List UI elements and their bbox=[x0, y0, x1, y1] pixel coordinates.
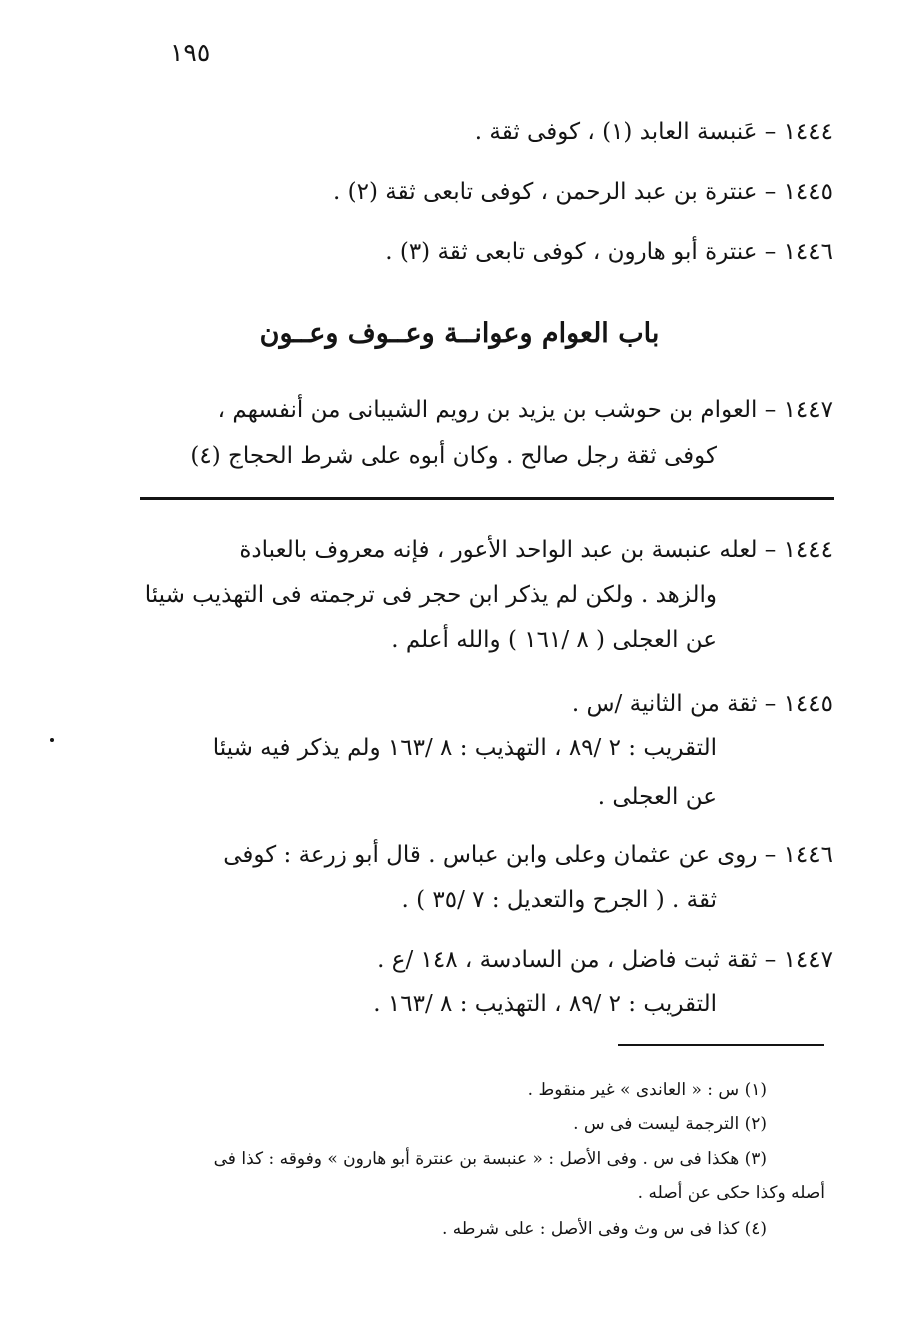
footnote-3-line2: أصله وكذا حكى عن أصله . bbox=[637, 1183, 825, 1203]
entry-1446: ١٤٤٦ – عنترة أبو هارون ، كوفى تابعى ثقة (٣) . bbox=[385, 239, 833, 265]
section-heading: باب العوام وعوانــة وعــوف وعــون bbox=[259, 318, 660, 349]
commentary-1444-line2: والزهد . ولكن لم يذكر ابن حجر فى ترجمته فى التهذيب شيئا bbox=[144, 582, 717, 608]
footnote-4: (٤) كذا فى س وث وفى الأصل : على شرطه . bbox=[441, 1219, 767, 1239]
footnote-2: (٢) الترجمة ليست فى س . bbox=[573, 1114, 767, 1134]
entry-1447-line2: كوفى ثقة رجل صالح . وكان أبوه على شرط الحجاج (٤) bbox=[190, 443, 717, 469]
footnote-3-line1: (٣) هكذا فى س . وفى الأصل : « عنبسة بن عنترة أبو هارون » وفوقه : كذا فى bbox=[213, 1149, 767, 1169]
commentary-1445-line1: ١٤٤٥ – ثقة من الثانية /س . bbox=[571, 691, 833, 717]
margin-dot bbox=[50, 738, 54, 742]
commentary-1447-line2: التقريب : ٢ /٨٩ ، التهذيب : ٨ /١٦٣ . bbox=[373, 991, 717, 1017]
commentary-1445-line2: التقريب : ٢ /٨٩ ، التهذيب : ٨ /١٦٣ ولم يذكر فيه شيئا bbox=[212, 735, 717, 761]
entry-1447-line1: ١٤٤٧ – العوام بن حوشب بن يزيد بن رويم الشيبانى من أنفسهم ، bbox=[217, 397, 833, 423]
section-divider bbox=[140, 497, 834, 500]
commentary-1445-line3: عن العجلى . bbox=[597, 784, 717, 810]
commentary-1444-line3: عن العجلى ( ٨ /١٦١ ) والله أعلم . bbox=[391, 627, 717, 653]
page-number: ١٩٥ bbox=[170, 38, 211, 67]
footnote-divider bbox=[618, 1044, 824, 1046]
commentary-1446-line1: ١٤٤٦ – روى عن عثمان وعلى وابن عباس . قال أبو زرعة : كوفى bbox=[223, 842, 833, 868]
entry-1445: ١٤٤٥ – عنترة بن عبد الرحمن ، كوفى تابعى ثقة (٢) . bbox=[333, 179, 833, 205]
entry-1444: ١٤٤٤ – عَنبسة العابد (١) ، كوفى ثقة . bbox=[474, 119, 833, 145]
commentary-1446-line2: ثقة . ( الجرح والتعديل : ٧ /٣٥ ) . bbox=[401, 887, 717, 913]
footnote-1: (١) س : « العاندى » غير منقوط . bbox=[527, 1080, 767, 1100]
commentary-1444-line1: ١٤٤٤ – لعله عنبسة بن عبد الواحد الأعور ، فإنه معروف بالعبادة bbox=[239, 537, 833, 563]
commentary-1447-line1: ١٤٤٧ – ثقة ثبت فاضل ، من السادسة ، ١٤٨ /ع . bbox=[377, 947, 833, 973]
